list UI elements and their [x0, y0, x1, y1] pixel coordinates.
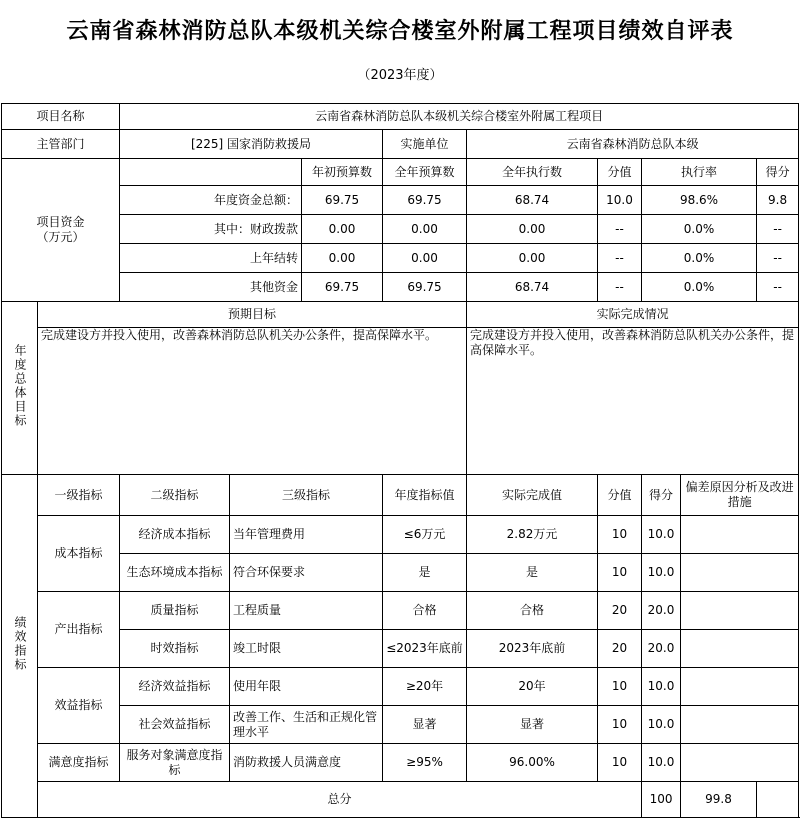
level3: 改善工作、生活和正规化管理水平 [230, 706, 383, 744]
actual-value: 20年 [467, 668, 598, 706]
funds-init: 0.00 [302, 244, 383, 273]
score: 10.0 [642, 744, 681, 782]
score: 10.0 [642, 668, 681, 706]
score: 10.0 [642, 516, 681, 554]
target-value: 显著 [383, 706, 467, 744]
level1-output: 产出指标 [38, 592, 120, 668]
unit-label: 实施单位 [383, 130, 467, 159]
target-value: ≥20年 [383, 668, 467, 706]
actual-value: 显著 [467, 706, 598, 744]
level2: 社会效益指标 [120, 706, 230, 744]
actual-value: 96.00% [467, 744, 598, 782]
level2: 服务对象满意度指标 [120, 744, 230, 782]
funds-score: 9.8 [757, 186, 799, 215]
perf-header-level1: 一级指标 [38, 475, 120, 516]
dept-label: 主管部门 [2, 130, 120, 159]
weight: 10 [598, 706, 642, 744]
level1-satisfaction: 满意度指标 [38, 744, 120, 782]
deviation-note [681, 630, 799, 668]
level2: 时效指标 [120, 630, 230, 668]
funds-row-name: 年度资金总额： [120, 186, 302, 215]
expected-goal-header: 预期目标 [38, 302, 467, 328]
funds-score: -- [757, 273, 799, 302]
unit-value: 云南省森林消防总队本级 [467, 130, 799, 159]
level2: 生态环境成本指标 [120, 554, 230, 592]
funds-rate: 0.0% [642, 215, 757, 244]
perf-header-weight: 分值 [598, 475, 642, 516]
report-year: （2023年度） [357, 68, 443, 83]
weight: 20 [598, 630, 642, 668]
funds-score-value: -- [598, 215, 642, 244]
funds-header: 年初预算数 [302, 159, 383, 186]
weight: 10 [598, 554, 642, 592]
funds-header: 分值 [598, 159, 642, 186]
project-name-label: 项目名称 [2, 104, 120, 130]
level2: 经济成本指标 [120, 516, 230, 554]
funds-init: 0.00 [302, 215, 383, 244]
score: 20.0 [642, 630, 681, 668]
deviation-note [681, 744, 799, 782]
funds-score: -- [757, 244, 799, 273]
deviation-note [681, 554, 799, 592]
actual-value: 2023年底前 [467, 630, 598, 668]
level2: 经济效益指标 [120, 668, 230, 706]
score: 10.0 [642, 706, 681, 744]
target-value: 是 [383, 554, 467, 592]
level3: 符合环保要求 [230, 554, 383, 592]
target-value: ≤6万元 [383, 516, 467, 554]
target-value: ≥95% [383, 744, 467, 782]
funds-header: 全年预算数 [383, 159, 467, 186]
weight: 10 [598, 516, 642, 554]
target-value: 合格 [383, 592, 467, 630]
project-name-value: 云南省森林消防总队本级机关综合楼室外附属工程项目 [120, 104, 799, 130]
actual-value: 是 [467, 554, 598, 592]
actual-value: 2.82万元 [467, 516, 598, 554]
perf-header-level3: 三级指标 [230, 475, 383, 516]
funds-row-name: 其中：财政拨款 [120, 215, 302, 244]
level3: 工程质量 [230, 592, 383, 630]
funds-rate: 0.0% [642, 244, 757, 273]
deviation-note [681, 706, 799, 744]
weight: 10 [598, 668, 642, 706]
funds-rate: 0.0% [642, 273, 757, 302]
total-score: 99.8 [681, 782, 757, 818]
perf-header-actual: 实际完成值 [467, 475, 598, 516]
expected-goal-text: 完成建设方并投入使用，改善森林消防总队机关办公条件，提高保障水平。 [38, 328, 467, 475]
target-value: ≤2023年底前 [383, 630, 467, 668]
funds-row-name: 其他资金 [120, 273, 302, 302]
total-note [757, 782, 799, 818]
funds-exec: 0.00 [467, 244, 598, 273]
perf-header-score: 得分 [642, 475, 681, 516]
evaluation-table [1, 103, 799, 818]
score: 20.0 [642, 592, 681, 630]
funds-exec: 68.74 [467, 186, 598, 215]
funds-exec: 0.00 [467, 215, 598, 244]
level3: 当年管理费用 [230, 516, 383, 554]
perf-header-note: 偏差原因分析及改进措施 [681, 475, 799, 516]
funds-full: 69.75 [383, 186, 467, 215]
level3: 竣工时限 [230, 630, 383, 668]
funds-label: 项目资金 （万元） [2, 159, 120, 302]
deviation-note [681, 516, 799, 554]
funds-header: 执行率 [642, 159, 757, 186]
total-label: 总分 [38, 782, 642, 818]
deviation-note [681, 592, 799, 630]
weight: 10 [598, 744, 642, 782]
level3: 使用年限 [230, 668, 383, 706]
funds-rate: 98.6% [642, 186, 757, 215]
weight: 20 [598, 592, 642, 630]
dept-value: [225] 国家消防救援局 [120, 130, 383, 159]
funds-full: 0.00 [383, 244, 467, 273]
funds-score: -- [757, 215, 799, 244]
total-weight: 100 [642, 782, 681, 818]
funds-header: 得分 [757, 159, 799, 186]
actual-result-text: 完成建设方并投入使用，改善森林消防总队机关办公条件，提高保障水平。 [467, 328, 799, 475]
performance-label: 绩效指标 [2, 475, 38, 818]
funds-score-value: -- [598, 273, 642, 302]
actual-result-header: 实际完成情况 [467, 302, 799, 328]
level1-cost: 成本指标 [38, 516, 120, 592]
perf-header-level2: 二级指标 [120, 475, 230, 516]
score: 10.0 [642, 554, 681, 592]
actual-value: 合格 [467, 592, 598, 630]
level1-benefit: 效益指标 [38, 668, 120, 744]
funds-full: 69.75 [383, 273, 467, 302]
funds-init: 69.75 [302, 273, 383, 302]
perf-header-target: 年度指标值 [383, 475, 467, 516]
funds-row-name: 上年结转 [120, 244, 302, 273]
deviation-note [681, 668, 799, 706]
funds-exec: 68.74 [467, 273, 598, 302]
funds-header: 全年执行数 [467, 159, 598, 186]
level3: 消防救援人员满意度 [230, 744, 383, 782]
level2: 质量指标 [120, 592, 230, 630]
funds-header-blank [120, 159, 302, 186]
report-title: 云南省森林消防总队本级机关综合楼室外附属工程项目绩效自评表 [66, 19, 734, 44]
funds-score-value: 10.0 [598, 186, 642, 215]
funds-full: 0.00 [383, 215, 467, 244]
goals-label: 年度总体目标 [2, 302, 38, 475]
funds-init: 69.75 [302, 186, 383, 215]
funds-score-value: -- [598, 244, 642, 273]
